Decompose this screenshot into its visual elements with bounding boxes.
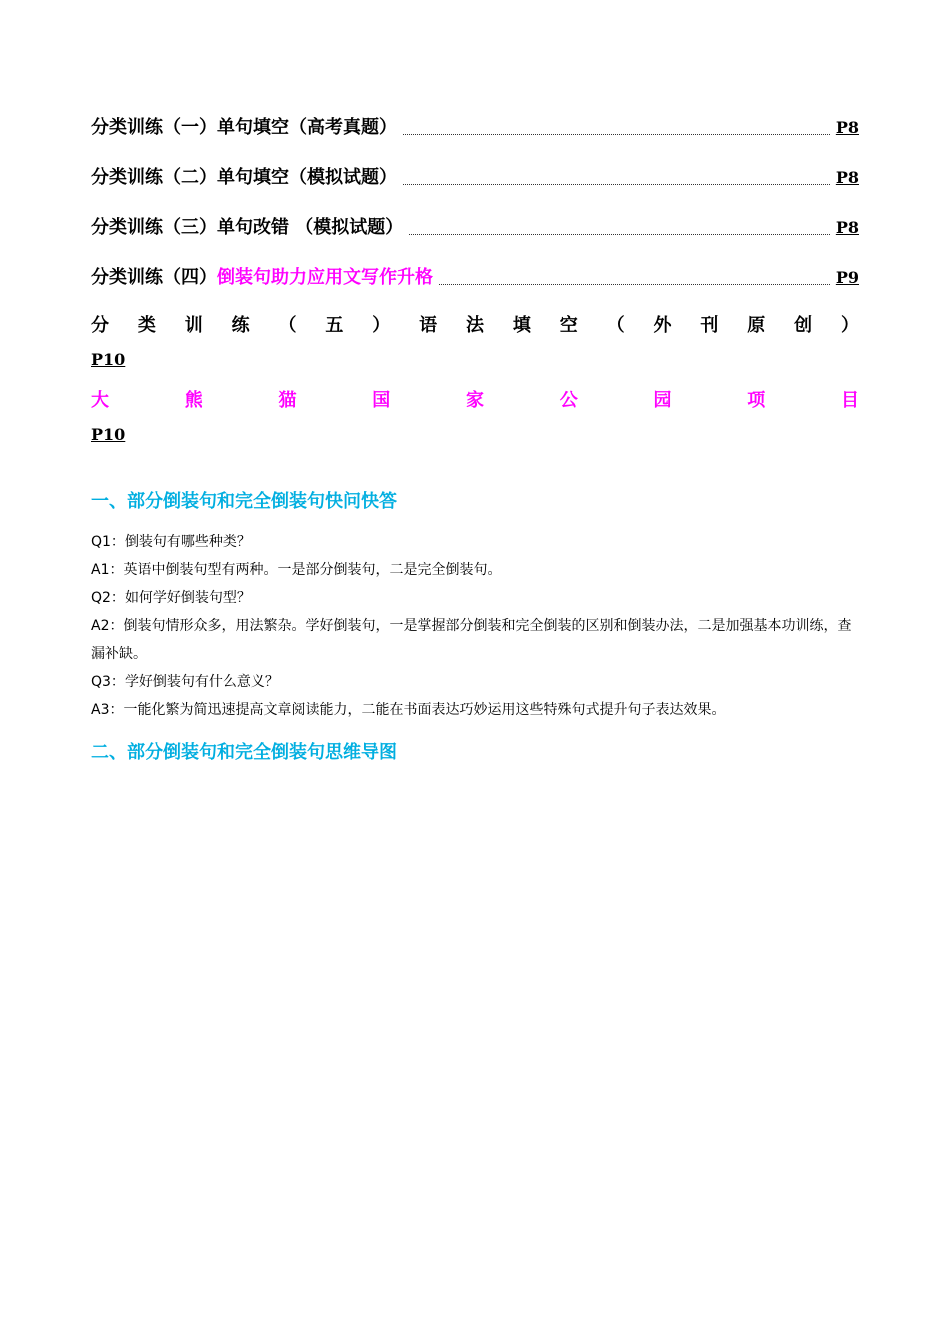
toc-title-char: ）	[372, 315, 391, 336]
toc-leader-dots	[439, 283, 830, 285]
toc-leader-dots	[403, 183, 830, 185]
toc-title-char: 训	[184, 315, 203, 336]
toc-title-char: 刊	[700, 315, 719, 336]
toc-entry-title	[91, 266, 433, 290]
toc-title-char: 大	[91, 390, 109, 411]
qa-text: 如何学好倒装句型？	[124, 590, 251, 606]
toc-page-number: P8	[835, 168, 859, 187]
toc-title-char: 猫	[278, 390, 297, 411]
toc-entry-title-highlight: 倒装句助力应用文写作升格	[217, 267, 433, 288]
toc-title-char: 目	[841, 390, 859, 411]
toc-entry-6-page: P10	[91, 425, 126, 444]
qa-label: A2：	[91, 618, 124, 634]
toc-entry-4[interactable]	[91, 260, 859, 290]
qa-text: 英语中倒装句型有两种。一是部分倒装句，二是完全倒装句。	[123, 562, 502, 578]
qa-label: Q1：	[91, 534, 125, 550]
toc-title-char: 分	[91, 315, 109, 336]
qa-label: A3：	[91, 702, 124, 718]
toc-entry-title: 分类训练（一）单句填空（高考真题）	[91, 117, 397, 138]
section-heading-mindmap: 二、部分倒装句和完全倒装句思维导图	[91, 742, 397, 763]
qa-label: Q2：	[91, 590, 125, 606]
qa-label: A1：	[91, 562, 124, 578]
toc-entry-1[interactable]	[91, 110, 859, 140]
toc-entry-title-prefix: 分类训练（四）	[91, 267, 217, 288]
qa-label: Q3：	[91, 674, 125, 690]
toc-title-char: （	[606, 315, 625, 336]
qa-text: 倒装句有哪些种类？	[124, 534, 251, 550]
toc-page-number: P8	[835, 118, 859, 137]
toc-title-char: （	[278, 315, 297, 336]
qa-text: 倒装句情形众多，用法繁杂。学好倒装句，一是掌握部分倒装和完全倒装的区别和倒装办法，二是加强基本功训练，查漏补缺。	[91, 618, 852, 662]
qa-text: 学好倒装句有什么意义？	[124, 674, 279, 690]
toc-title-char: 法	[466, 315, 484, 336]
toc-entry-2[interactable]	[91, 160, 859, 190]
toc-leader-dots	[409, 233, 830, 235]
toc-title-char: 空	[559, 315, 578, 336]
qa-line-a2	[91, 612, 859, 668]
toc-entry-6-title[interactable]	[91, 386, 859, 412]
toc-title-char: 原	[747, 315, 766, 336]
toc-entry-5-title[interactable]	[91, 311, 859, 337]
qa-line-q1	[91, 528, 859, 556]
qa-text: 一能化繁为简迅速提高文章阅读能力，二能在书面表达巧妙运用这些特殊句式提升句子表达效果。	[123, 702, 726, 718]
toc-title-char: 家	[466, 390, 484, 411]
toc-title-char: 项	[747, 390, 766, 411]
toc-title-char: 语	[419, 315, 438, 336]
toc-entry-title: 分类训练（二）单句填空（模拟试题）	[91, 167, 397, 188]
toc-entry-3[interactable]	[91, 210, 859, 240]
qa-line-q2	[91, 584, 859, 612]
toc-title-char: 创	[794, 315, 813, 336]
qa-list	[91, 528, 859, 724]
toc-title-char: 类	[137, 315, 156, 336]
section-heading-qa: 一、部分倒装句和完全倒装句快问快答	[91, 491, 397, 512]
toc-title-char: 熊	[184, 390, 203, 411]
toc-entry-title: 分类训练（三）单句改错 （模拟试题）	[91, 217, 404, 238]
toc-page-number: P9	[835, 268, 859, 287]
qa-line-a1	[91, 556, 859, 584]
toc-title-char: 五	[325, 315, 344, 336]
toc-title-char: ）	[841, 315, 859, 336]
toc-page-number: P8	[835, 218, 859, 237]
toc-title-char: 外	[653, 315, 672, 336]
toc-entry-5-page: P10	[91, 350, 126, 369]
toc-title-char: 国	[372, 390, 391, 411]
qa-line-q3	[91, 668, 859, 696]
toc-title-char: 公	[559, 390, 578, 411]
toc-title-char: 练	[231, 315, 250, 336]
toc-leader-dots	[403, 133, 830, 135]
toc-title-char: 填	[512, 315, 531, 336]
qa-line-a3	[91, 696, 859, 724]
toc-title-char: 园	[653, 390, 672, 411]
